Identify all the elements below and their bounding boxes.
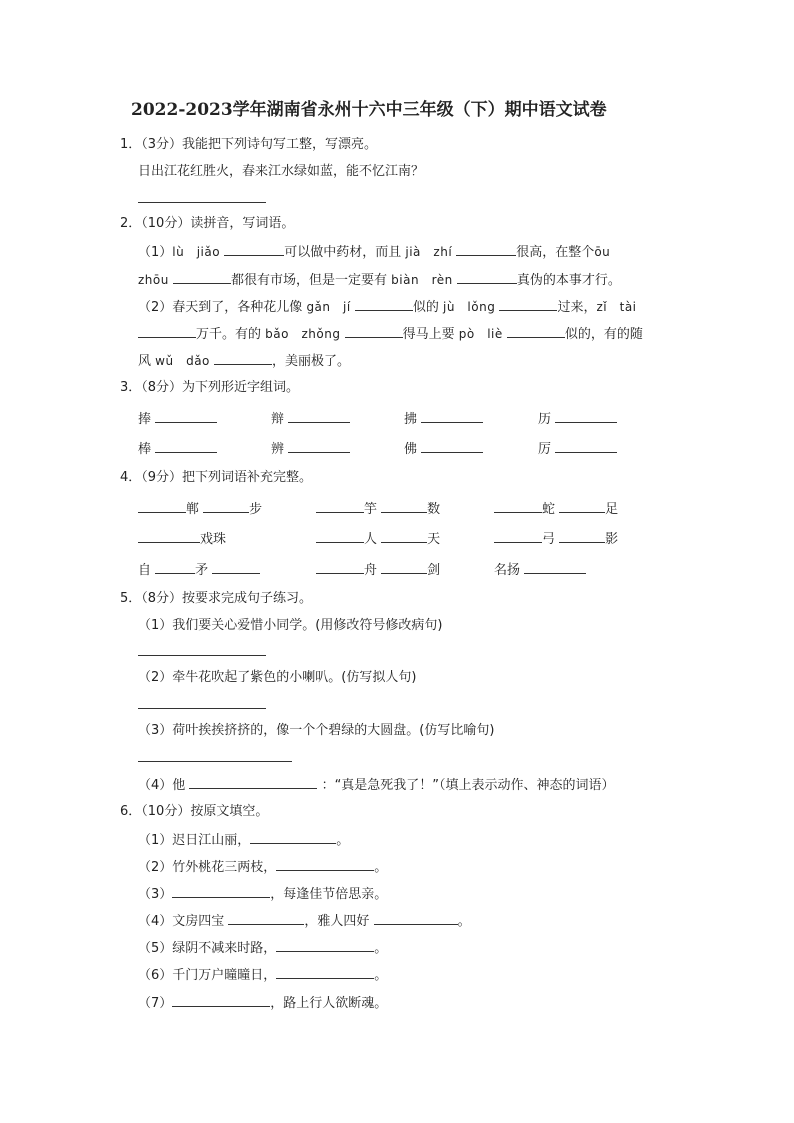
q5-item-3: （3）荷叶挨挨挤挤的，像一个个碧绿的大圆盘。(仿写比喻句) bbox=[138, 723, 495, 738]
idiom-item: 戏珠 bbox=[138, 530, 226, 548]
q5-item-2: （2）牵牛花吹起了紫色的小喇叭。(仿写拟人句) bbox=[138, 670, 417, 685]
answer-blank[interactable] bbox=[421, 410, 483, 423]
q6-line-1: （1）迟日江山丽， 。 bbox=[138, 833, 350, 848]
item-number: （2） bbox=[138, 300, 173, 315]
q6-line-6: （6）千门万户曈曈日， 。 bbox=[138, 968, 388, 983]
text: 过来， bbox=[557, 300, 597, 315]
answer-blank[interactable] bbox=[316, 530, 364, 543]
question-2-part-2-line-1 bbox=[138, 298, 637, 316]
text: 都很有市场，但是一定要有 bbox=[231, 273, 388, 288]
pinyin: pò liè bbox=[458, 327, 503, 341]
question-1-poem: 日出江花红胜火，春来江水绿如蓝，能不忆江南？ bbox=[138, 164, 425, 179]
answer-blank[interactable] bbox=[138, 325, 196, 338]
q6-line-3: （3） ，每逢佳节倍思亲。 bbox=[138, 887, 388, 902]
answer-blank[interactable] bbox=[421, 440, 483, 453]
answer-blank[interactable] bbox=[494, 500, 542, 513]
answer-blank[interactable] bbox=[374, 912, 458, 925]
answer-blank[interactable] bbox=[276, 858, 374, 871]
answer-blank[interactable] bbox=[457, 271, 517, 284]
q3-char: 拂 bbox=[404, 410, 483, 428]
q3-char: 历 bbox=[538, 410, 617, 428]
question-4-stem: 4．（9分）把下列词语补充完整。 bbox=[120, 470, 313, 485]
question-2-part-2-line-3 bbox=[138, 352, 350, 370]
q5-item-4: （4）他 ：“真是急死我了！”（填上表示动作、神态的词语） bbox=[138, 778, 615, 793]
answer-blank[interactable] bbox=[316, 500, 364, 513]
idiom-item: 人 天 bbox=[316, 530, 440, 548]
idiom-item: 名扬 bbox=[494, 561, 586, 579]
pinyin: ōu bbox=[594, 245, 611, 259]
text: 真伪的本事才行。 bbox=[516, 273, 621, 288]
q6-line-5: （5）绿阴不减来时路， 。 bbox=[138, 941, 388, 956]
text: 风 bbox=[138, 354, 152, 369]
q3-char: 棒 bbox=[138, 440, 217, 458]
q3-char: 辩 bbox=[271, 410, 350, 428]
pinyin: gǎn jí bbox=[306, 300, 351, 314]
q3-char: 捧 bbox=[138, 410, 217, 428]
answer-blank[interactable] bbox=[155, 410, 217, 423]
answer-blank[interactable] bbox=[355, 298, 413, 311]
answer-blank[interactable] bbox=[155, 440, 217, 453]
answer-blank[interactable] bbox=[212, 561, 260, 574]
question-6-stem: 6．（10分）按原文填空。 bbox=[120, 804, 269, 819]
answer-blank[interactable] bbox=[381, 500, 427, 513]
pinyin: jù lǒng bbox=[442, 300, 496, 314]
answer-blank[interactable] bbox=[555, 410, 617, 423]
answer-blank[interactable] bbox=[559, 530, 605, 543]
question-3-stem: 3．（8分）为下列形近字组词。 bbox=[120, 380, 300, 395]
pinyin: wǔ dǎo bbox=[155, 354, 210, 368]
answer-blank[interactable] bbox=[138, 500, 186, 513]
q5-item-1: （1）我们要关心爱惜小同学。(用修改符号修改病句) bbox=[138, 618, 443, 633]
answer-blank[interactable] bbox=[189, 776, 317, 789]
question-2-part-1-line-1 bbox=[138, 243, 610, 261]
answer-blank[interactable] bbox=[507, 325, 565, 338]
text: 万千。有的 bbox=[196, 327, 262, 342]
page-title: 2022-2023学年湖南省永州十六中三年级（下）期中语文试卷 bbox=[131, 100, 607, 120]
answer-blank[interactable] bbox=[138, 190, 266, 203]
pinyin: zǐ tài bbox=[596, 300, 637, 314]
answer-blank[interactable] bbox=[155, 561, 195, 574]
answer-blank[interactable] bbox=[276, 966, 374, 979]
answer-blank[interactable] bbox=[494, 530, 542, 543]
text: 似的，有的随 bbox=[564, 327, 643, 342]
idiom-item: 自 矛 bbox=[138, 561, 260, 579]
pinyin: zhōu bbox=[138, 273, 169, 287]
answer-blank[interactable] bbox=[214, 352, 272, 365]
idiom-item: 蛇 足 bbox=[494, 500, 618, 518]
answer-blank[interactable] bbox=[228, 912, 304, 925]
pinyin: jià zhí bbox=[405, 245, 453, 259]
answer-blank[interactable] bbox=[559, 500, 605, 513]
idiom-item: 竽 数 bbox=[316, 500, 440, 518]
text: ，美丽极了。 bbox=[272, 354, 351, 369]
pinyin: biàn rèn bbox=[391, 273, 453, 287]
q6-line-2: （2）竹外桃花三两枝， 。 bbox=[138, 860, 388, 875]
answer-blank[interactable] bbox=[499, 298, 557, 311]
answer-blank[interactable] bbox=[288, 410, 350, 423]
text: 春天到了，各种花儿像 bbox=[172, 300, 303, 315]
idiom-item: 弓 影 bbox=[494, 530, 618, 548]
answer-blank[interactable] bbox=[381, 530, 427, 543]
answer-blank[interactable] bbox=[173, 271, 231, 284]
answer-blank[interactable] bbox=[138, 696, 266, 709]
q3-char: 厉 bbox=[538, 440, 617, 458]
idiom-item: 舟 剑 bbox=[316, 561, 440, 579]
question-2-part-2-line-2 bbox=[138, 325, 643, 343]
answer-blank[interactable] bbox=[138, 643, 266, 656]
pinyin: bǎo zhǒng bbox=[265, 327, 341, 341]
answer-blank[interactable] bbox=[345, 325, 403, 338]
answer-blank[interactable] bbox=[138, 749, 292, 762]
question-1-stem: 1．（3分）我能把下列诗句写工整，写漂亮。 bbox=[120, 137, 378, 152]
answer-blank[interactable] bbox=[203, 500, 249, 513]
answer-blank[interactable] bbox=[456, 243, 516, 256]
question-5-stem: 5．（8分）按要求完成句子练习。 bbox=[120, 591, 313, 606]
answer-blank[interactable] bbox=[172, 994, 270, 1007]
pinyin: lù jiǎo bbox=[172, 245, 221, 259]
q3-char: 辨 bbox=[271, 440, 350, 458]
text: 得马上要 bbox=[402, 327, 455, 342]
answer-blank[interactable] bbox=[224, 243, 284, 256]
text: 似的 bbox=[412, 300, 439, 315]
q3-char: 佛 bbox=[404, 440, 483, 458]
idiom-item: 郸 步 bbox=[138, 500, 262, 518]
answer-blank[interactable] bbox=[288, 440, 350, 453]
answer-blank[interactable] bbox=[316, 561, 364, 574]
text: 可以做中药材，而且 bbox=[284, 245, 402, 260]
answer-blank[interactable] bbox=[276, 939, 374, 952]
answer-blank[interactable] bbox=[555, 440, 617, 453]
question-2-part-1-line-2 bbox=[138, 271, 621, 289]
text: 很高，在整个 bbox=[516, 245, 595, 260]
answer-blank[interactable] bbox=[138, 530, 200, 543]
answer-blank[interactable] bbox=[381, 561, 427, 574]
q6-line-7: （7） ，路上行人欲断魂。 bbox=[138, 996, 388, 1011]
item-number: （1） bbox=[138, 245, 173, 260]
answer-blank[interactable] bbox=[524, 561, 586, 574]
answer-blank[interactable] bbox=[250, 831, 336, 844]
answer-blank[interactable] bbox=[172, 885, 270, 898]
question-2-stem: 2．（10分）读拼音，写词语。 bbox=[120, 216, 295, 231]
q6-line-4: （4）文房四宝 ，雅人四好 。 bbox=[138, 914, 471, 929]
